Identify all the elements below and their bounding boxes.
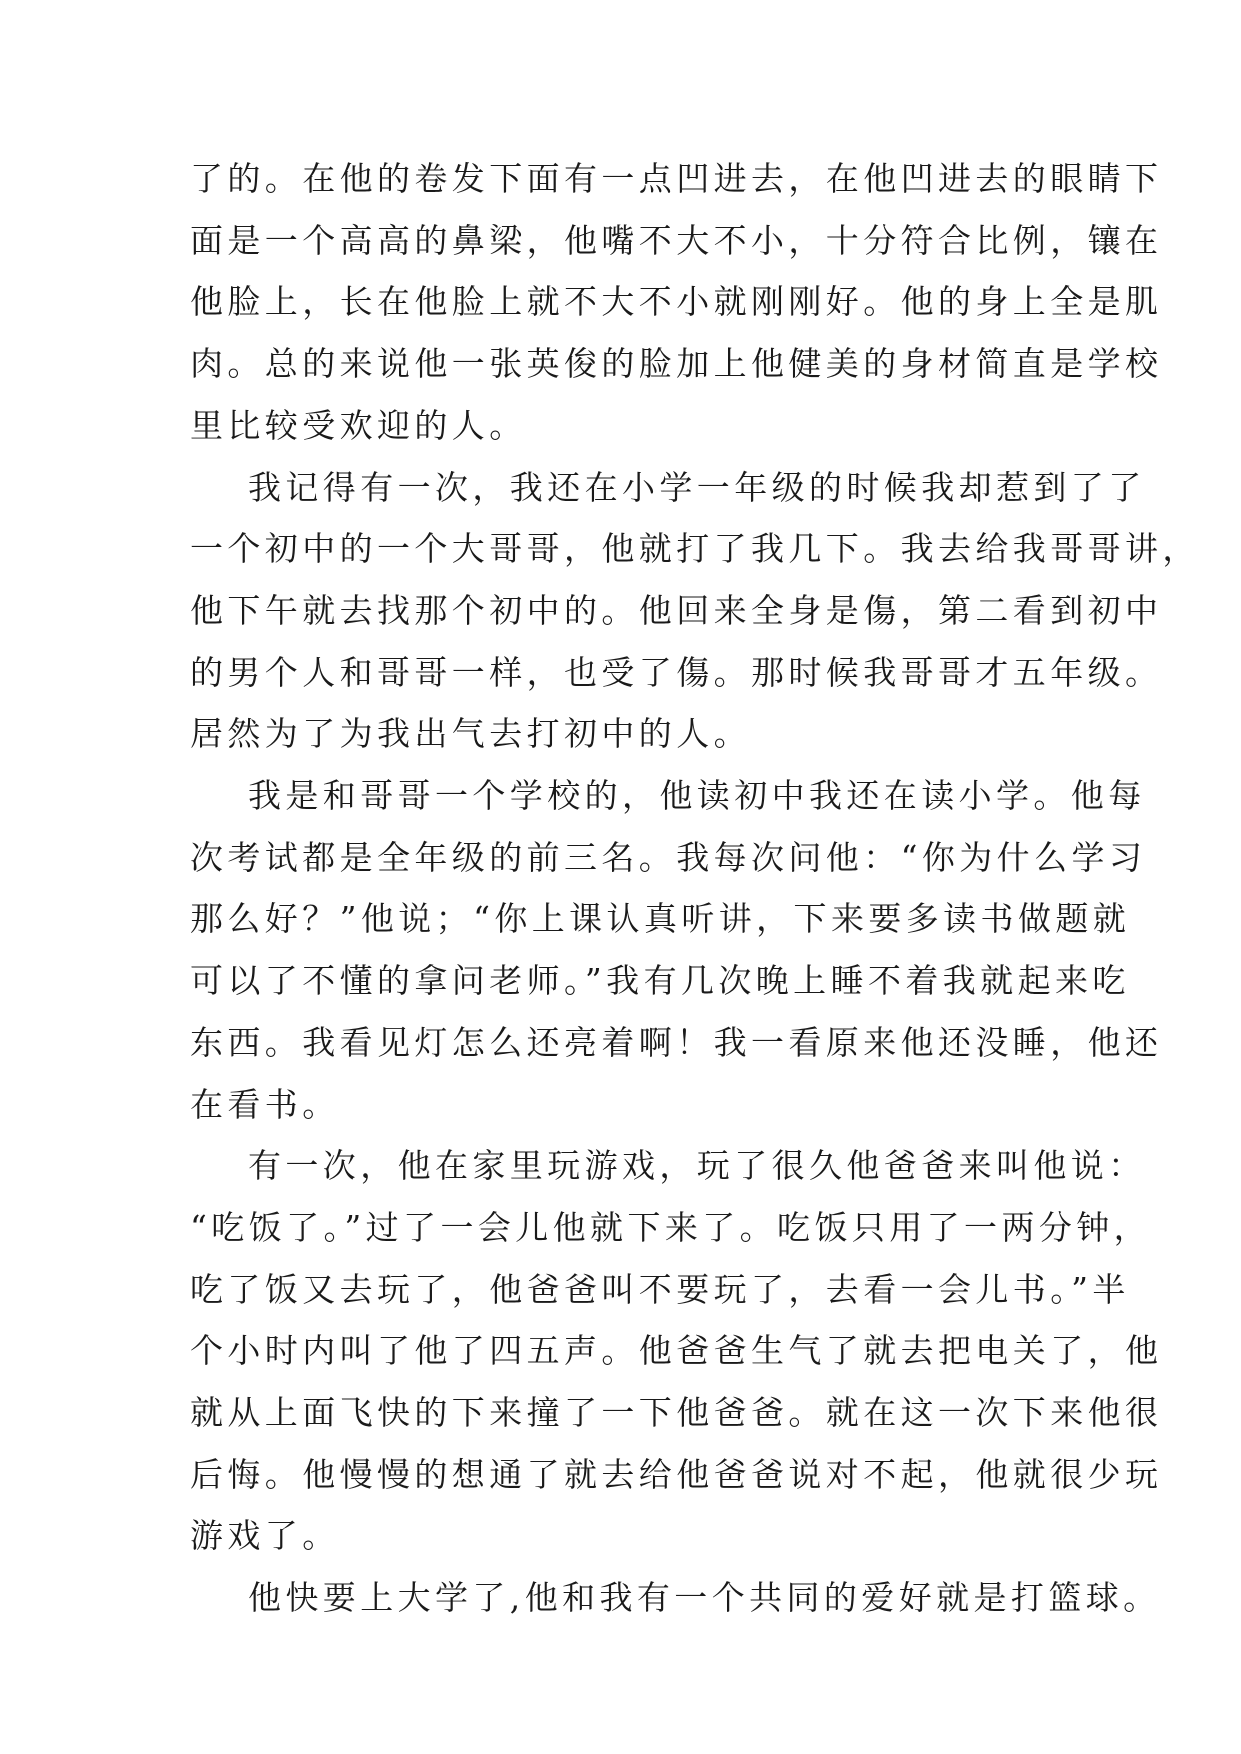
- text-line: 就从上面飞快的下来撞了一下他爸爸。就在这一次下来他很: [190, 1393, 1163, 1433]
- text-line: 了的。在他的卷发下面有一点凹进去，在他凹进去的眼睛下: [190, 159, 1163, 198]
- text-line: 我记得有一次，我还在小学一年级的时候我却惹到了了: [248, 467, 1146, 507]
- body-text: [190, 148, 1200, 1629]
- paragraph-1: [190, 148, 1163, 457]
- text-line: 居然为了为我出气去打初中的人。: [190, 714, 751, 754]
- text-line: 的男个人和哥哥一样，也受了傷。那时候我哥哥才五年级。: [190, 652, 1163, 692]
- text-line: 个小时内叫了他了四五声。他爸爸生气了就去把电关了，他: [190, 1331, 1163, 1371]
- text-line: 我是和哥哥一个学校的，他读初中我还在读小学。他每: [248, 776, 1146, 816]
- text-line: 有一次，他在家里玩游戏，玩了很久他爸爸来叫他说：: [248, 1146, 1146, 1186]
- text-line: 一个初中的一个大哥哥，他就打了我几下。我去给我哥哥讲，: [190, 529, 1200, 569]
- text-line: 东西。我看见灯怎么还亮着啊！我一看原来他还没睡，他还: [190, 1022, 1163, 1062]
- text-line: 在看书。: [190, 1084, 340, 1124]
- text-line: “吃饭了。”过了一会儿他就下来了。吃饭只用了一两分钟，: [190, 1207, 1152, 1247]
- text-line: 那么好？”他说；“你上课认真听讲，下来要多读书做题就: [190, 899, 1131, 939]
- text-line: 可以了不懂的拿问老师。”我有几次晚上睡不着我就起来吃: [190, 961, 1130, 1001]
- text-line: 后悔。他慢慢的想通了就去给他爸爸说对不起，他就很少玩: [190, 1454, 1163, 1494]
- paragraph-4: [190, 1135, 1163, 1567]
- text-line: 吃了饭又去玩了，他爸爸叫不要玩了，去看一会儿书。”半: [190, 1269, 1130, 1309]
- text-line: 次考试都是全年级的前三名。我每次问他：“你为什么学习: [190, 837, 1147, 877]
- paragraph-2: [190, 457, 1200, 766]
- text-line: 里比较受欢迎的人。: [190, 405, 527, 445]
- text-line: 面是一个高高的鼻梁，他嘴不大不小，十分符合比例，镶在: [190, 220, 1163, 260]
- text-line: 他下午就去找那个初中的。他回来全身是傷，第二看到初中: [190, 590, 1163, 630]
- text-line: 他快要上大学了,他和我有一个共同的爱好就是打篮球。: [248, 1578, 1161, 1618]
- text-line: 他脸上，长在他脸上就不大不小就刚刚好。他的身上全是肌: [190, 282, 1163, 322]
- paragraph-5: [190, 1567, 1161, 1629]
- text-line: 游戏了。: [190, 1516, 340, 1556]
- text-line: 肉。总的来说他一张英俊的脸加上他健美的身材简直是学校: [190, 344, 1163, 384]
- paragraph-3: [190, 765, 1163, 1135]
